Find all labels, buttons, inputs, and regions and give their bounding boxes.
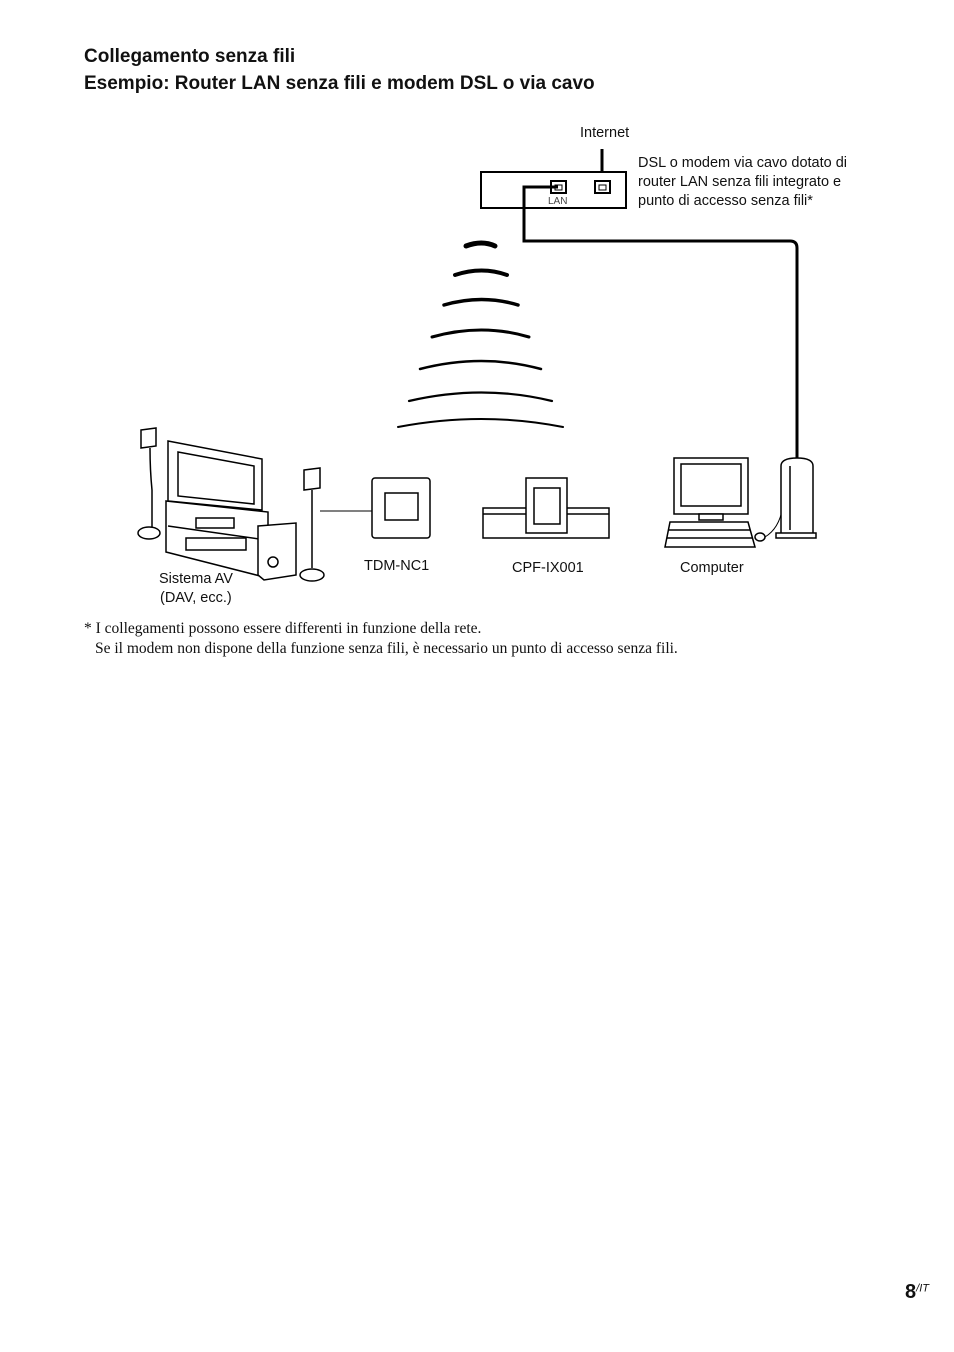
computer-label: Computer [680,560,744,576]
cpf-ix001-icon [483,478,609,538]
wireless-signal-icon [398,243,563,427]
wan-port [595,181,610,193]
modem-description-line-3: punto di accesso senza fili* [638,193,813,209]
footnote-line-1: * I collegamenti possono essere differenti in funzione della rete. [84,620,482,637]
modem-description-line-2: router LAN senza fili integrato e [638,174,842,190]
internet-label: Internet [580,125,630,141]
page-title: Collegamento senza fili [84,46,296,67]
modem-router [481,172,626,208]
lan-port-label: LAN [548,196,568,207]
page-subtitle: Esempio: Router LAN senza fili e modem DSL o via cavo [84,73,595,94]
footnote-line-2: Se il modem non dispone della funzione senza fili, è necessario un punto di accesso senza fili. [95,640,678,657]
page-number-value: 8 [905,1281,917,1303]
cpf-ix001-label: CPF-IX001 [512,560,584,576]
page-language-code: IT [919,1282,929,1295]
page-language: /IT [916,1282,929,1295]
computer-icon [665,458,816,547]
av-system-label-line-2: (DAV, ecc.) [160,590,232,606]
lan-cable [524,187,797,462]
tdm-nc1-icon [372,478,430,538]
av-system-icon [138,428,324,581]
wireless-connection-diagram [0,110,954,610]
modem-description-line-1: DSL o modem via cavo dotato di [638,155,848,171]
tdm-nc1-label: TDM-NC1 [364,558,430,574]
av-system-label-line-1: Sistema AV [159,571,233,587]
page-number [905,1281,929,1304]
